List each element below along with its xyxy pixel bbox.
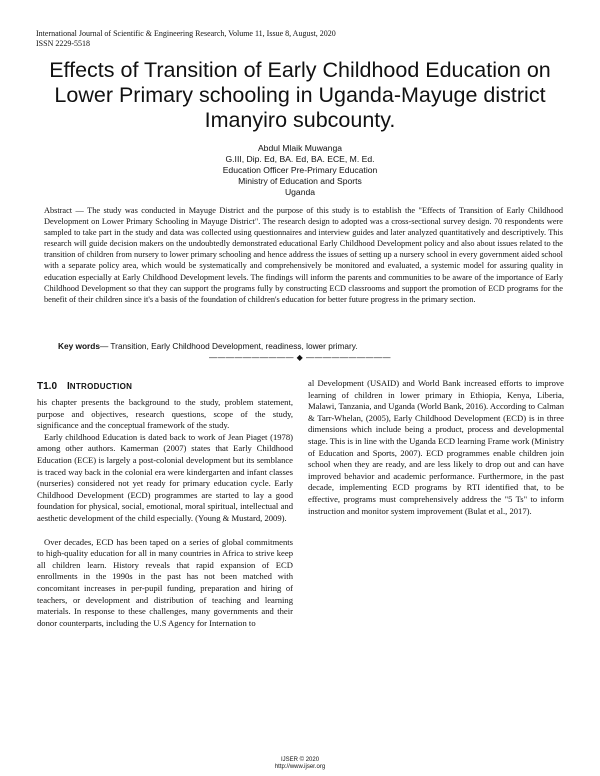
keywords — [58, 341, 558, 352]
section-title-initial: I — [67, 381, 70, 392]
author-degrees: G.III, Dip. Ed, BA. Ed, BA. ECE, M. Ed. — [225, 154, 375, 164]
abstract — [44, 205, 563, 305]
abstract-label: Abstract — [44, 206, 73, 215]
page-footer — [0, 757, 600, 771]
author-name: Abdul Mlaik Muwanga — [257, 143, 343, 153]
journal-header — [36, 29, 456, 49]
right-column — [308, 378, 564, 517]
keywords-label: Key words — [58, 341, 100, 351]
section-title-rest: NTRODUCTION — [69, 382, 133, 391]
author-block — [100, 143, 500, 198]
author-country: Uganda — [284, 187, 316, 197]
author-position: Education Officer Pre-Primary Education — [222, 165, 378, 175]
paragraph-gap — [37, 525, 293, 537]
section-heading — [37, 381, 132, 392]
body-paragraph-2: Early childhood Education is dated back to work of Jean Piaget (1978) among other authors. Kamerman (2007) states that Early Childhood Education (ECE) is largely a post-colonial development but its semblance is traced way back in the colonial era were kindergarten and infant classes (nurseries) considered not yet ready for primary education cycle. Early Childhood Development (ECD) programmes are started to lay a good foundation for physical, social, emotional, moral spiritual, intellectual and aesthetic development of the child especially. (Young & Mustard, 2009). — [37, 431, 293, 523]
body-paragraph-3: Over decades, ECD has been taped on a series of global commitments to high-quality education for all in many countries in Africa to strive keep all children learn. History reveals that rapid expansion of ECD enrollments in the 1990s in the past has not been matched with concomitant increases in per-pupil funding, preparation and hiring of teachers, or development and distribution of teaching and learning materials. In response to these challenges, many governments and their donor counterparts, including the U.S Agency for Internation to — [37, 536, 293, 628]
footer-url: http://www.ijser.org — [274, 764, 326, 770]
paper-title: Effects of Transition of Early Childhood Education on Lower Primary schooling in Uganda-Mayuge district Imanyiro subcounty. — [49, 58, 551, 132]
abstract-dash: — — [72, 206, 88, 215]
section-number: T1.0 — [37, 381, 58, 392]
journal-citation: International Journal of Scientific & Engineering Research, Volume 11, Issue 8, August, 2020 — [36, 29, 336, 38]
author-ministry: Ministry of Education and Sports — [238, 176, 362, 186]
body-paragraph-1: his chapter presents the background to the study, problem statement, purpose and objectives, research questions, scope of the study, significance and the conceptual framework of the study. — [37, 397, 293, 431]
footer-copyright: IJSER © 2020 — [280, 757, 320, 763]
keywords-text: — Transition, Early Childhood Development, readiness, lower primary. — [99, 341, 358, 351]
journal-issn: ISSN 2229-5518 — [36, 39, 91, 48]
body-paragraph-4: al Development (USAID) and World Bank increased efforts to improve learning of children in lower primary in Ethiopia, Kenya, Liberia, Malawi, Tanzania, and Uganda (World Bank, 2016). According to Calman & Tarr-Whelan, (2005), Early Childhood Development (ECD) is in three dimensions which include being a product, process and developmental stage. This is in line with the Uganda ECD learning Frame work (Ministry of Education and Sports, 2007). ECD programmes enable children join school when they are ready, and are less likely to drop out and can have improved behavior and academic performance. Furthermore, in the past decade, implementing ECD programs by RTI identified that, to be effective, programs must comprehensively address the "5 Ts" to inform instruction and monitor system improvement (Bulat et al., 2017). — [308, 378, 564, 516]
abstract-text: The study was conducted in Mayuge District and the purpose of this study is to establish the "Effects of Transition of Early Childhood Development on Lower Primary Schooling in Mayuge District". The research design to adopted was a cross-sectional survey design. 70 respondents were sampled to take part in the study and data was collected using questionnaires and interview guides and later analyzed quantitatively and descriptively. This research will guide decision makers on the undoubtedly demonstrated educational Early Childhood Development policy and also about issues related to the transition of children from nursery to lower primary schooling and hence address the issues of setting up a nursery school in every government aided school with a separate policy area, which would be systematically and comprehensively be monitored and evaluated, a systemic model for assuring quality in education especially at Early Childhood Development levels. The findings will inform the parents and communities to be aware of the importance of Early Childhood Development so that they can support the programs fully by constructing ECD classrooms and support the promotion of ECD programs for the benefit of their children since it's a basis of the foundation of children's education for better future progress in the primary section. — [44, 206, 563, 304]
left-column — [37, 397, 293, 629]
section-separator: —————————— ◆ —————————— — [208, 353, 392, 362]
